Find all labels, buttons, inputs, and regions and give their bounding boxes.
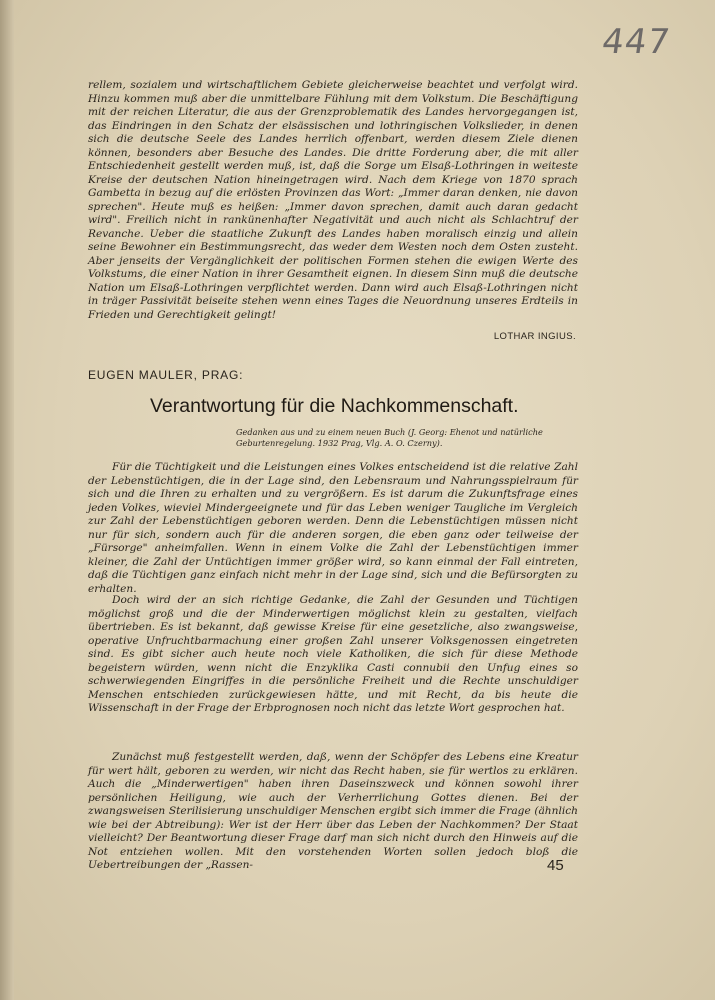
paragraph-continued: rellem, sozialem und wirtschaftlichem Gebiete gleicherweise beachtet und verfolgt wird. Hinzu kommen muß aber die unmittelbare Fühlung mit dem Volkstum. Die Beschäftigung mit der reichen Literatur, die aus der Grenzproblematik des Landes hervorgegangen ist, das Eindringen in den Schatz der elsässischen und lothringischen Volkslieder, in denen sich die deutsche Seele des Landes herrlich offenbart, werden diesem Ziele dienen können, besonders aber Besuche des Landes. Die dritte Forderung aber, die mit aller Entschiedenheit gestellt werden muß, ist, daß die Sorge um Elsaß-Lothringen in weiteste Kreise der deutschen Nation hineingetragen wird. Nach dem Kriege von 1870 sprach Gambetta in bezug auf die erlösten Provinzen das Wort: „Immer daran denken, nie davon sprechen". Heute muß es heißen: „Immer davon sprechen, damit auch daran gedacht wird". Freilich nicht in rankünenhafter Negativität und auch nicht als Schlachtruf der Revanche. Ueber die staatliche Zukunft des Landes haben moralisch einzig und allein seine Bewohner ein Bestimmungsrecht, das weder dem Westen noch dem Osten zusteht. Aber jenseits der Vergänglichkeit der politischen Formen stehen die ewigen Werte des Volkstums, die einer Nation in ihrer Gesamtheit eignen. In diesem Sinn muß die deutsche Nation um Elsaß-Lothringen verpflichtet werden. Dann wird auch Elsaß-Lothringen nicht in träger Passivität beiseite stehen wenn eines Tages die Neuordnung unseres Erdteils in Frieden und Gerechtigkeit gelingt!	[88, 79, 578, 321]
author-line: EUGEN MAULER, PRAG:	[88, 368, 244, 382]
article-signature: LOTHAR INGIUS.	[493, 331, 576, 342]
article-subtitle: Gedanken aus und zu einem neuen Buch (J. Georg: Ehenot und natürliche Geburtenregelung. 1932 Prag, Vlg. A. O. Czerny).	[236, 427, 543, 448]
page-fold-shadow	[0, 0, 14, 1000]
paragraph: Für die Tüchtigkeit und die Leistungen eines Volkes entscheidend ist die relative Zahl der Lebenstüchtigen, die in der Lage sind, den Lebensraum und Nahrungsspielraum für sich und die Ihren zu erhalten und zu vergrößern. Es ist darum die Zukunftsfrage eines jeden Volkes, wieviel Mindergeeignete und für das Leben weniger Taugliche im Vergleich zur Zahl der Lebenstüchtigen geboren werden. Denn die Lebenstüchtigen müssen nicht nur für sich, sondern auch für die anderen sorgen, die eben ganz oder teilweise der „Fürsorge" anheimfallen. Wenn in einem Volke die Zahl der Lebenstüchtigen immer kleiner, die Zahl der Untüchtigen immer größer wird, so kann einmal der Fall eintreten, daß die Tüchtigen ganz einfach nicht mehr in der Lage sind, sich und die Befürsorgten zu erhalten.	[88, 461, 578, 595]
paragraph: Zunächst muß festgestellt werden, daß, wenn der Schöpfer des Lebens eine Kreatur für wert hält, geboren zu werden, wir nicht das Recht haben, sie für wertlos zu erklären. Auch die „Minderwertigen" haben ihren Daseinszweck und können sowohl ihrer persönlichen Heiligung, wie auch der Verherrlichung Gottes dienen. Bei der zwangsweisen Sterilisierung unschuldiger Menschen ergibt sich immer die Frage (ähnlich wie bei der Abtreibung): Wer ist der Herr über das Leben der Nachkommen? Der Staat vielleicht? Der Beantwortung dieser Frage darf man sich nicht durch den Hinweis auf die Not entziehen wollen. Mit den vorstehenden Worten sollen jedoch bloß die Uebertreibungen der „Rassen-	[88, 751, 578, 871]
page-number: 45	[547, 857, 564, 874]
handwritten-page-note: 447	[599, 22, 673, 62]
paragraph: Doch wird der an sich richtige Gedanke, die Zahl der Gesunden und Tüchtigen möglichst groß und die der Minderwertigen möglichst klein zu gestalten, vielfach übertrieben. Es ist bekannt, daß gewisse Kreise für eine gesetzliche, also zwangsweise, operative Unfruchtbarmachung einer großen Zahl unserer Volksgenossen eingetreten sind. Es gibt sicher auch heute noch viele Katholiken, die sich für diese Methode begeistern würden, wenn nicht die Enzyklika Casti connubii den Unfug eines so schwerwiegenden Eingriffes in die persönliche Freiheit und die Rechte unschuldiger Menschen entschieden zurückgewiesen hätte, und mit Recht, da bis heute die Wissenschaft in der Frage der Erbprognosen noch nicht das letzte Wort gesprochen hat.	[88, 594, 578, 714]
article-title: Verantwortung für die Nachkommenschaft.	[150, 395, 519, 417]
